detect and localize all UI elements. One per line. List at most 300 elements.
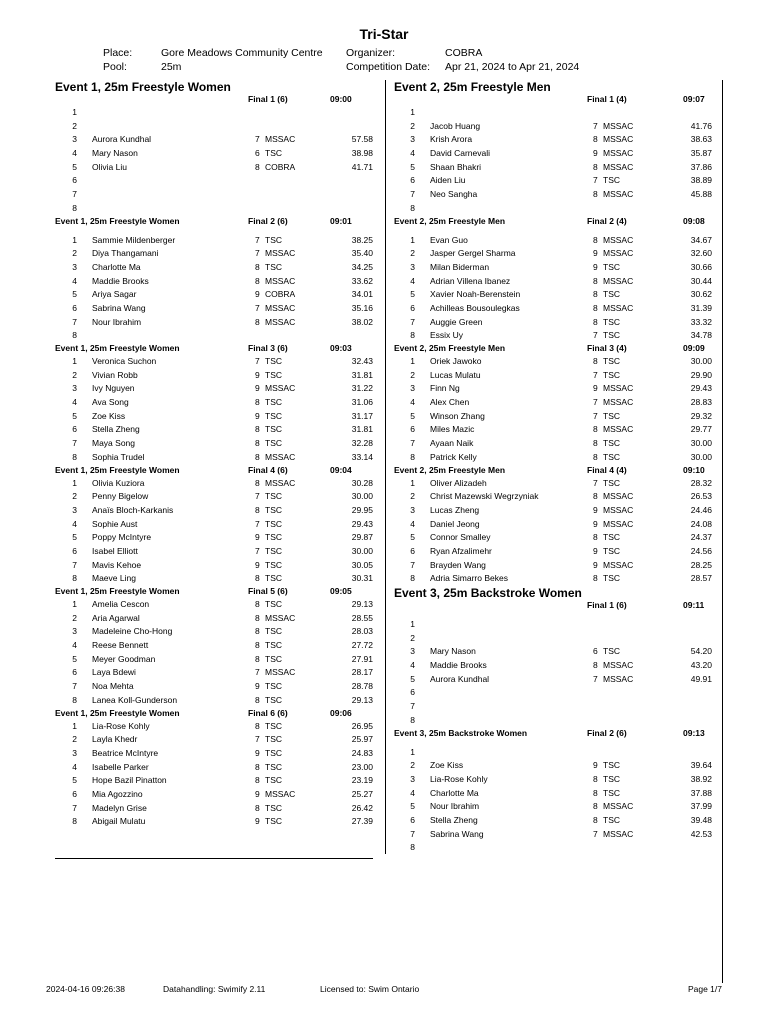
heat-event-name: Event 1, 25m Freestyle Women	[55, 707, 180, 718]
club-code: TSC	[265, 532, 282, 543]
result-time: 24.56	[690, 545, 712, 556]
table-row	[55, 316, 375, 330]
club-code: MSSAC	[265, 275, 296, 286]
table-row	[55, 188, 375, 202]
swimmer-age: 8	[593, 302, 598, 313]
lane-number: 4	[72, 640, 77, 651]
swimmer-name: Layla Khedr	[92, 734, 138, 745]
table-row	[394, 841, 716, 855]
heat-event-name: Event 1, 25m Freestyle Women	[55, 215, 180, 226]
result-time: 34.01	[351, 289, 373, 300]
swimmer-name: Reese Bennett	[92, 640, 149, 651]
result-time: 30.44	[690, 275, 712, 286]
club-code: TSC	[603, 814, 620, 825]
club-code: MSSAC	[603, 161, 634, 172]
club-code: TSC	[265, 694, 282, 705]
lane-number: 5	[72, 410, 77, 421]
result-time: 24.46	[690, 504, 712, 515]
club-code: MSSAC	[265, 788, 296, 799]
result-time: 54.20	[690, 646, 712, 657]
left-column-bottom-rule	[55, 858, 373, 859]
result-time: 39.64	[690, 760, 712, 771]
swimmer-name: Neo Sangha	[430, 189, 478, 200]
lane-number: 7	[410, 701, 415, 712]
swimmer-name: Poppy McIntyre	[92, 532, 152, 543]
organizer-value: COBRA	[445, 47, 483, 59]
swimmer-name: Olivia Kuziora	[92, 477, 145, 488]
swimmer-age: 9	[593, 559, 598, 570]
result-time: 32.60	[690, 248, 712, 259]
table-row	[55, 490, 375, 504]
swimmer-age: 7	[255, 248, 260, 259]
table-row	[394, 437, 716, 451]
swimmer-age: 7	[593, 369, 598, 380]
swimmer-age: 8	[255, 761, 260, 772]
club-code: TSC	[603, 787, 620, 798]
result-time: 30.62	[690, 289, 712, 300]
lane-number: 5	[410, 532, 415, 543]
table-row	[55, 733, 375, 747]
table-row	[394, 247, 716, 261]
swimmer-name: Madelyn Grise	[92, 802, 147, 813]
lane-number: 5	[410, 289, 415, 300]
lane-number: 3	[410, 773, 415, 784]
event-title: Event 3, 25m Backstroke Women	[394, 586, 582, 600]
table-row	[55, 761, 375, 775]
swimmer-name: Aiden Liu	[430, 175, 466, 186]
swimmer-name: Beatrice McIntyre	[92, 747, 159, 758]
club-code: MSSAC	[603, 518, 634, 529]
swimmer-name: Patrick Kelly	[430, 451, 477, 462]
result-time: 28.17	[351, 667, 373, 678]
heat-start-time: 09:06	[330, 707, 352, 718]
table-row	[394, 545, 716, 559]
heat-header	[394, 94, 716, 106]
swimmer-age: 8	[255, 397, 260, 408]
lane-number: 1	[410, 477, 415, 488]
club-code: COBRA	[265, 161, 296, 172]
table-row	[55, 410, 375, 424]
heat-start-time: 09:01	[330, 215, 352, 226]
table-row	[394, 645, 716, 659]
lane-number: 1	[72, 107, 77, 117]
table-row	[55, 451, 375, 465]
club-code: TSC	[265, 761, 282, 772]
club-code: TSC	[603, 773, 620, 784]
swimmer-name: Madeleine Cho-Hong	[92, 626, 173, 637]
lane-number: 4	[72, 148, 77, 159]
result-time: 29.13	[351, 694, 373, 705]
lane-number: 8	[410, 714, 415, 725]
swimmer-name: Oriek Jawoko	[430, 356, 482, 366]
swimmer-age: 8	[593, 787, 598, 798]
club-code: TSC	[265, 559, 282, 570]
table-row	[55, 161, 375, 175]
lane-number: 1	[72, 356, 77, 366]
swimmer-name: Anaïs Bloch-Karkanis	[92, 504, 174, 515]
heat-start-time: 09:04	[330, 464, 352, 475]
swimmer-name: Sophie Aust	[92, 518, 138, 529]
swimmer-age: 8	[255, 161, 260, 172]
lane-number: 2	[72, 248, 77, 259]
club-code: MSSAC	[603, 120, 634, 131]
result-time: 27.91	[351, 653, 373, 664]
table-row	[394, 618, 716, 632]
table-row	[55, 774, 375, 788]
swimmer-age: 9	[255, 289, 260, 300]
table-row	[394, 504, 716, 518]
swimmer-name: Aurora Kundhal	[92, 134, 152, 145]
heat-header	[394, 465, 716, 477]
table-row	[394, 714, 716, 728]
swimmer-age: 8	[593, 801, 598, 812]
result-time: 30.00	[351, 491, 373, 502]
heat-final-label: Final 2 (4)	[587, 215, 627, 226]
club-code: MSSAC	[603, 828, 634, 839]
club-code: TSC	[603, 760, 620, 771]
swimmer-age: 7	[593, 175, 598, 186]
lane-number: 5	[410, 410, 415, 421]
lane-number: 8	[410, 202, 415, 213]
swimmer-age: 9	[255, 681, 260, 692]
table-row	[394, 106, 716, 120]
lane-number: 8	[72, 694, 77, 705]
result-time: 30.00	[690, 356, 712, 366]
lane-number: 6	[72, 175, 77, 186]
table-row	[394, 451, 716, 465]
result-time: 34.25	[351, 261, 373, 272]
swimmer-age: 8	[255, 504, 260, 515]
table-row	[55, 680, 375, 694]
swimmer-age: 9	[255, 816, 260, 827]
heat-start-time: 09:13	[683, 727, 705, 738]
heat-final-label: Final 4 (6)	[248, 464, 288, 475]
lane-number: 3	[410, 383, 415, 394]
swimmer-name: Zoe Kiss	[430, 760, 464, 771]
table-row	[394, 700, 716, 714]
swimmer-age: 9	[593, 504, 598, 515]
heat-final-label: Final 1 (6)	[248, 94, 288, 104]
table-row	[394, 261, 716, 275]
club-code: MSSAC	[603, 248, 634, 259]
lane-number: 8	[72, 816, 77, 827]
swimmer-name: Krish Arora	[430, 134, 473, 145]
table-row	[55, 694, 375, 708]
swimmer-age: 7	[593, 410, 598, 421]
lane-number: 6	[410, 302, 415, 313]
lane-number: 2	[410, 369, 415, 380]
swimmer-name: Xavier Noah-Berenstein	[430, 289, 521, 300]
table-row	[394, 329, 716, 343]
swimmer-name: Diya Thangamani	[92, 248, 159, 259]
footer-datahandling: Datahandling: Swimify 2.11	[163, 984, 266, 994]
swimmer-name: Maddie Brooks	[92, 275, 149, 286]
lane-number: 2	[72, 491, 77, 502]
club-code: TSC	[265, 545, 282, 556]
lane-number: 4	[410, 787, 415, 798]
result-time: 26.42	[351, 802, 373, 813]
club-code: TSC	[265, 720, 282, 731]
table-row	[394, 161, 716, 175]
lane-number: 5	[72, 161, 77, 172]
lane-number: 2	[72, 612, 77, 623]
lane-number: 6	[72, 302, 77, 313]
result-time: 38.02	[351, 316, 373, 327]
swimmer-name: Auggie Green	[430, 316, 483, 327]
swimmer-name: Ryan Afzalimehr	[430, 545, 492, 556]
result-time: 29.13	[351, 599, 373, 609]
heat-start-time: 09:10	[683, 464, 705, 475]
swimmer-age: 8	[593, 773, 598, 784]
result-time: 37.86	[690, 161, 712, 172]
lane-number: 2	[410, 760, 415, 771]
swimmer-name: Adrian Villena Ibanez	[430, 275, 511, 286]
club-code: TSC	[603, 316, 620, 327]
swimmer-age: 8	[255, 626, 260, 637]
lane-number: 3	[410, 646, 415, 657]
result-time: 28.57	[690, 573, 712, 584]
lane-number: 7	[410, 438, 415, 449]
heat-header	[55, 343, 375, 355]
heat-start-time: 09:07	[683, 94, 705, 104]
result-time: 28.03	[351, 626, 373, 637]
swimmer-name: Vivian Robb	[92, 369, 138, 380]
swimmer-name: Sophia Trudel	[92, 451, 145, 462]
swimmer-name: Nour Ibrahim	[92, 316, 142, 327]
club-code: MSSAC	[265, 667, 296, 678]
swimmer-age: 8	[593, 161, 598, 172]
lane-number: 6	[410, 175, 415, 186]
lane-number: 1	[410, 234, 415, 245]
table-row	[55, 612, 375, 626]
club-code: TSC	[265, 518, 282, 529]
lane-number: 4	[72, 761, 77, 772]
swimmer-name: Stella Zheng	[92, 424, 140, 435]
table-row	[55, 174, 375, 188]
swimmer-name: Sabrina Wang	[430, 828, 484, 839]
swimmer-name: Christ Mazewski Wegrzyniak	[430, 491, 539, 502]
lane-number: 6	[72, 788, 77, 799]
club-code: MSSAC	[603, 397, 634, 408]
lane-number: 8	[72, 330, 77, 341]
right-border	[722, 80, 723, 983]
swimmer-age: 8	[255, 612, 260, 623]
result-time: 25.97	[351, 734, 373, 745]
club-code: TSC	[603, 451, 620, 462]
club-code: TSC	[265, 640, 282, 651]
heat-header	[394, 343, 716, 355]
result-time: 31.17	[351, 410, 373, 421]
heat-header	[55, 94, 375, 106]
swimmer-name: Mavis Kehoe	[92, 559, 142, 570]
swimmer-age: 8	[593, 660, 598, 671]
club-code: MSSAC	[265, 248, 296, 259]
result-time: 24.37	[690, 532, 712, 543]
result-time: 35.40	[351, 248, 373, 259]
lane-number: 2	[410, 632, 415, 643]
swimmer-age: 8	[255, 694, 260, 705]
club-code: TSC	[265, 148, 282, 159]
table-row	[55, 275, 375, 289]
result-time: 33.32	[690, 316, 712, 327]
club-code: MSSAC	[603, 234, 634, 245]
swimmer-name: Oliver Alizadeh	[430, 477, 487, 488]
swimmer-name: Nour Ibrahim	[430, 801, 480, 812]
club-code: MSSAC	[603, 660, 634, 671]
swimmer-name: Finn Ng	[430, 383, 460, 394]
table-row	[394, 632, 716, 646]
competition-date-value: Apr 21, 2024 to Apr 21, 2024	[445, 61, 580, 73]
swimmer-age: 9	[593, 261, 598, 272]
lane-number: 3	[72, 626, 77, 637]
table-row	[394, 773, 716, 787]
swimmer-name: Aria Agarwal	[92, 612, 140, 623]
lane-number: 3	[72, 134, 77, 145]
swimmer-age: 8	[255, 438, 260, 449]
club-code: TSC	[265, 261, 282, 272]
result-time: 29.43	[690, 383, 712, 394]
swimmer-name: Shaan Bhakri	[430, 161, 482, 172]
swimmer-name: Laya Bdewi	[92, 667, 136, 678]
table-row	[55, 288, 375, 302]
swimmer-age: 8	[255, 640, 260, 651]
table-row	[394, 202, 716, 216]
table-row	[55, 802, 375, 816]
swimmer-name: Achilleas Bousoulegkas	[430, 302, 520, 313]
swimmer-age: 7	[255, 518, 260, 529]
club-code: TSC	[603, 477, 620, 488]
club-code: TSC	[265, 397, 282, 408]
lane-number: 8	[410, 842, 415, 853]
lane-number: 4	[410, 518, 415, 529]
club-code: TSC	[603, 532, 620, 543]
heat-final-label: Final 5 (6)	[248, 586, 288, 596]
lane-number: 4	[410, 275, 415, 286]
lane-number: 1	[72, 477, 77, 488]
club-code: TSC	[265, 599, 282, 609]
result-time: 32.28	[351, 438, 373, 449]
heat-final-label: Final 3 (6)	[248, 343, 288, 353]
club-code: MSSAC	[603, 275, 634, 286]
heat-header	[55, 586, 375, 598]
swimmer-name: Maya Song	[92, 438, 135, 449]
club-code: TSC	[603, 175, 620, 186]
club-code: TSC	[603, 261, 620, 272]
table-row	[394, 188, 716, 202]
lane-number: 1	[410, 356, 415, 366]
right-results-column	[394, 80, 716, 855]
heat-final-label: Final 6 (6)	[248, 707, 288, 718]
swimmer-age: 8	[255, 802, 260, 813]
lane-number: 5	[410, 161, 415, 172]
result-time: 29.87	[351, 532, 373, 543]
swimmer-name: Abigail Mulatu	[92, 816, 146, 827]
result-time: 26.53	[690, 491, 712, 502]
lane-number: 6	[410, 687, 415, 698]
result-time: 30.00	[690, 451, 712, 462]
lane-number: 7	[72, 559, 77, 570]
table-row	[394, 410, 716, 424]
club-code: TSC	[265, 573, 282, 584]
swimmer-name: Brayden Wang	[430, 559, 486, 570]
swimmer-age: 7	[255, 234, 260, 245]
place-label: Place:	[103, 47, 133, 59]
swimmer-name: Noa Mehta	[92, 681, 134, 692]
swimmer-name: Amelia Cescon	[92, 599, 150, 609]
club-code: MSSAC	[265, 316, 296, 327]
club-code: MSSAC	[265, 134, 296, 145]
result-time: 24.83	[351, 747, 373, 758]
table-row	[394, 174, 716, 188]
table-row	[394, 800, 716, 814]
club-code: TSC	[265, 438, 282, 449]
result-time: 25.27	[351, 788, 373, 799]
lane-number: 3	[72, 383, 77, 394]
club-code: MSSAC	[603, 134, 634, 145]
pool-value: 25m	[161, 61, 182, 73]
result-time: 33.62	[351, 275, 373, 286]
result-time: 28.32	[690, 477, 712, 488]
organizer-label: Organizer:	[346, 47, 396, 59]
club-code: MSSAC	[603, 491, 634, 502]
lane-number: 6	[72, 424, 77, 435]
swimmer-name: Mary Nason	[92, 148, 138, 159]
swimmer-age: 7	[255, 545, 260, 556]
table-row	[394, 288, 716, 302]
lane-number: 5	[410, 673, 415, 684]
heat-final-label: Final 2 (6)	[248, 215, 288, 226]
result-time: 30.66	[690, 261, 712, 272]
swimmer-age: 8	[593, 275, 598, 286]
table-row	[394, 355, 716, 369]
table-row	[394, 787, 716, 801]
lane-number: 1	[72, 599, 77, 609]
lane-number: 4	[410, 660, 415, 671]
heat-final-label: Final 1 (4)	[587, 94, 627, 104]
club-code: TSC	[603, 573, 620, 584]
swimmer-age: 9	[593, 383, 598, 394]
lane-number: 8	[72, 573, 77, 584]
column-divider	[385, 80, 386, 854]
page-title: Tri-Star	[359, 26, 409, 42]
lane-number: 7	[410, 828, 415, 839]
club-code: TSC	[603, 646, 620, 657]
table-row	[394, 396, 716, 410]
swimmer-name: Lia-Rose Kohly	[430, 773, 488, 784]
result-time: 31.06	[351, 397, 373, 408]
heat-header	[394, 600, 716, 612]
club-code: TSC	[265, 356, 282, 366]
result-time: 29.90	[690, 369, 712, 380]
club-code: MSSAC	[603, 673, 634, 684]
lane-number: 5	[72, 532, 77, 543]
result-time: 28.25	[690, 559, 712, 570]
swimmer-name: Lucas Zheng	[430, 504, 480, 515]
table-row	[394, 759, 716, 773]
swimmer-age: 9	[593, 545, 598, 556]
result-time: 34.67	[690, 234, 712, 245]
club-code: COBRA	[265, 289, 296, 300]
result-time: 39.48	[690, 814, 712, 825]
result-time: 27.39	[351, 816, 373, 827]
swimmer-name: Ariya Sagar	[92, 289, 137, 300]
swimmer-name: Aurora Kundhal	[430, 673, 490, 684]
swimmer-name: Milan Biderman	[430, 261, 490, 272]
heat-event-name: Event 2, 25m Freestyle Men	[394, 215, 506, 226]
lane-number: 6	[410, 424, 415, 435]
table-row	[55, 545, 375, 559]
swimmer-name: Miles Mazic	[430, 424, 475, 435]
